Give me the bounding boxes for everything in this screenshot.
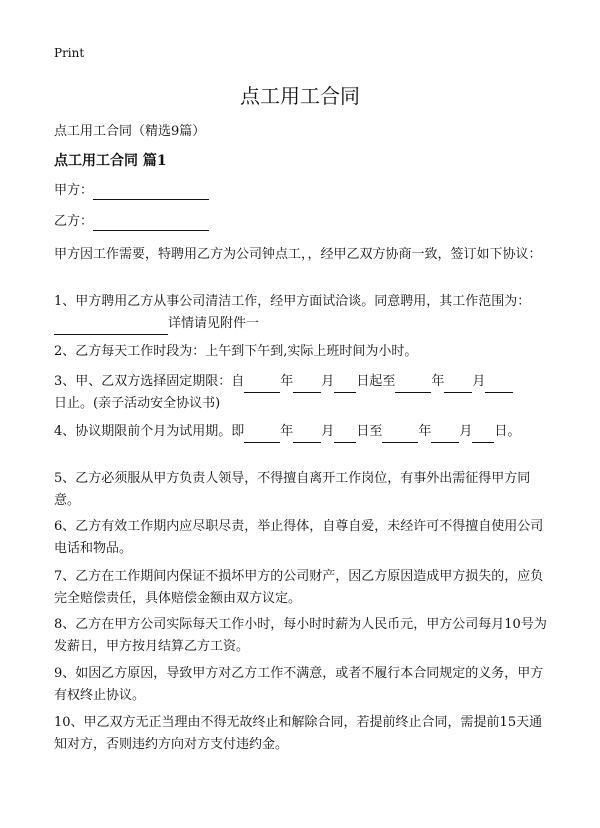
clause-4-blank-day [334,428,356,443]
print-link[interactable]: Print [54,46,85,60]
clause-1-note: 详情请见附件一 [168,316,260,331]
clause-3-blank-month [293,378,321,393]
clause-4-month2: 月 [459,424,473,439]
clause-4 [54,421,548,443]
section-heading: 点工用工合同 篇1 [54,153,167,169]
clause-7: 7、乙方在工作期间内保证不损坏甲方的公司财产，因乙方原因造成甲方损失的，应负完全赔偿责任，具体赔偿金额由双方议定。 [54,569,544,606]
clause-3 [54,371,548,415]
party-b-blank [93,216,209,231]
party-a-blank [93,185,209,200]
page-title: 点工用工合同 [240,84,360,108]
clause-3-blank-day [334,378,356,393]
clause-1-blank [54,320,168,335]
clause-3-day-from: 日起至 [356,374,396,389]
party-a-label: 甲方： [54,183,94,198]
clause-3-blank-month2 [444,378,472,393]
clause-3-year: 年 [280,374,294,389]
intro-paragraph: 甲方因工作需要，特聘用乙方为公司钟点工，，经甲乙双方协商一致，签订如下协议： [54,247,542,262]
clause-4-blank-year [244,428,280,443]
clause-3-blank-year2 [395,378,431,393]
clause-4-blank-year2 [382,428,418,443]
party-b-field [54,213,209,231]
clause-4-text: 4、协议期限前个月为试用期。即 [54,424,245,439]
clause-3-month: 月 [321,374,335,389]
clause-3-year2: 年 [431,374,445,389]
clause-1-text: 1、甲方聘用乙方从事公司清洁工作，经甲方面试洽谈。同意聘用，其工作范围为： [54,294,531,309]
clause-3-text: 3、甲、乙双方选择固定期限：自 [54,374,245,389]
clause-10: 10、甲乙双方无正当理由不得无故终止和解除合同，若提前终止合同，需提前15天通知对方，否则违约方向对方支付违约金。 [54,715,543,752]
clause-4-year2: 年 [418,424,432,439]
party-b-label: 乙方： [54,214,94,229]
document-subtitle: 点工用工合同（精选9篇） [54,124,206,139]
clause-5: 5、乙方必须服从甲方负责人领导，不得擅自离开工作岗位，有事外出需征得甲方同意。 [54,471,531,508]
clause-4-year: 年 [280,424,294,439]
party-a-field [54,182,209,200]
clause-1 [54,291,548,335]
clause-8: 8、乙方在甲方公司实际每天工作小时，每小时时薪为人民币元，甲方公司每月10号为发薪日，甲方按月结算乙方工资。 [54,617,547,654]
clause-6: 6、乙方有效工作期内应尽职尽责，举止得体，自尊自爱，未经许可不得擅自使用公司电话和物品。 [54,519,544,556]
clause-3-blank-year [244,378,280,393]
clause-3-blank-day2 [485,378,513,393]
clause-4-blank-month [293,428,321,443]
clause-4-day-to: 日至 [356,424,383,439]
clause-4-month: 月 [321,424,335,439]
clause-4-end: 日。 [494,424,521,439]
clause-4-blank-day2 [472,428,494,443]
clause-3-month2: 月 [472,374,486,389]
clause-2: 2、乙方每天工作时段为：上午到下午到,实际上班时间为小时。 [54,344,418,359]
clause-4-blank-month2 [431,428,459,443]
clause-3-end: 日止。(亲子活动安全协议书) [54,396,221,411]
clause-9: 9、如因乙方原因，导致甲方对乙方工作不满意，或者不履行本合同规定的义务，甲方有权终止协议。 [54,666,544,703]
